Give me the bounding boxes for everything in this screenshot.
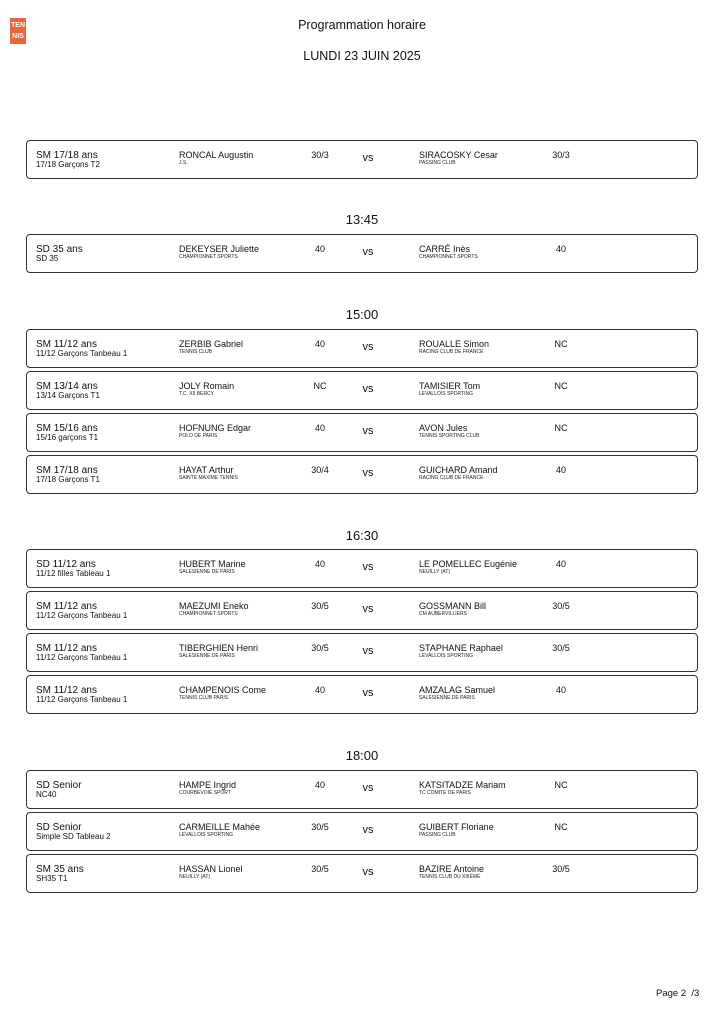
player1-ranking: 40 bbox=[314, 423, 325, 433]
player1-club: POLO DE PARIS bbox=[179, 433, 218, 439]
player2-name: CARRÉ Inès bbox=[419, 244, 471, 254]
match-draw: 15/16 garçons T1 bbox=[36, 433, 99, 442]
player1-ranking: 30/4 bbox=[311, 465, 329, 475]
match-category: SM 35 ans bbox=[36, 864, 84, 875]
player1-name: HAMPE Ingrid bbox=[179, 780, 237, 790]
page-footer bbox=[656, 988, 699, 999]
player2-name: GUICHARD Amand bbox=[419, 465, 498, 475]
player2-club: CM AUBERVILLIERS bbox=[419, 611, 467, 617]
versus-label: vs bbox=[362, 824, 374, 836]
player2-name: LE POMELLEC Eugénie bbox=[419, 559, 518, 569]
player2-name: STAPHANE Raphael bbox=[419, 643, 503, 653]
match-category: SD Senior bbox=[36, 822, 82, 833]
player1-name: RONCAL Augustin bbox=[179, 150, 254, 160]
player2-club: NEUILLY (AT) bbox=[419, 569, 451, 575]
player2-club: PASSING CLUB bbox=[419, 160, 456, 166]
match-card bbox=[26, 854, 698, 893]
versus-label: vs bbox=[362, 467, 374, 479]
player2-name: BAZIRE Antoine bbox=[419, 864, 485, 874]
match-card bbox=[26, 140, 698, 179]
versus-label: vs bbox=[362, 425, 374, 437]
player2-club: TC COMITE DE PARIS bbox=[419, 790, 471, 796]
match-category: SD 11/12 ans bbox=[36, 559, 96, 570]
player2-club: CHAMPIONNET SPORTS bbox=[419, 254, 478, 260]
player2-club: LEVALLOIS SPORTING bbox=[419, 653, 474, 659]
match-category: SM 17/18 ans bbox=[36, 150, 98, 161]
player1-ranking: 40 bbox=[314, 339, 325, 349]
player2-name: ROUALLE Simon bbox=[419, 339, 490, 349]
player1-ranking: 30/5 bbox=[311, 643, 329, 653]
player1-name: JOLY Romain bbox=[179, 381, 235, 391]
match-card bbox=[26, 591, 698, 630]
player1-name: HOFNUNG Edgar bbox=[179, 423, 252, 433]
match-card bbox=[26, 455, 698, 494]
match-draw: 11/12 Garçons Tanbeau 1 bbox=[36, 349, 128, 358]
player1-club: CHAMPIONNET SPORTS bbox=[179, 611, 238, 617]
match-card bbox=[26, 413, 698, 452]
match-draw: SD 35 bbox=[36, 254, 59, 263]
player2-club: PASSING CLUB bbox=[419, 832, 456, 838]
player2-name: GUIBERT Floriane bbox=[419, 822, 494, 832]
page-total: /3 bbox=[691, 988, 700, 999]
player1-club: TENNIS CLUB bbox=[179, 349, 213, 355]
player2-name: GOSSMANN Bill bbox=[419, 601, 487, 611]
player2-ranking: 40 bbox=[555, 244, 566, 254]
player2-ranking: NC bbox=[554, 822, 568, 832]
match-category: SM 15/16 ans bbox=[36, 423, 98, 434]
player1-club: T.C. XII BERCY bbox=[179, 391, 215, 397]
player1-name: MAEZUMI Eneko bbox=[179, 601, 249, 611]
player1-name: HAYAT Arthur bbox=[179, 465, 234, 475]
player2-club: TENNIS SPORTING CLUB bbox=[419, 433, 480, 439]
match-draw: 13/14 Garçons T1 bbox=[36, 391, 100, 400]
player1-ranking: 30/3 bbox=[311, 150, 329, 160]
versus-label: vs bbox=[362, 246, 374, 258]
player2-ranking: NC bbox=[554, 339, 568, 349]
player2-club: RACING CLUB DE FRANCE bbox=[419, 475, 484, 481]
match-card bbox=[26, 770, 698, 809]
time-slot-heading: 16:30 bbox=[345, 528, 379, 543]
versus-label: vs bbox=[362, 645, 374, 657]
logo-text-bottom: NIS bbox=[12, 33, 24, 40]
player2-ranking: 30/3 bbox=[552, 150, 570, 160]
player2-name: TAMISIER Tom bbox=[419, 381, 481, 391]
match-category: SM 13/14 ans bbox=[36, 381, 98, 392]
match-draw: 11/12 filles Tableau 1 bbox=[36, 569, 111, 578]
player1-ranking: NC bbox=[313, 381, 327, 391]
match-draw: 11/12 Garçons Tanbeau 1 bbox=[36, 611, 128, 620]
page-title: Programmation horaire bbox=[298, 18, 426, 32]
time-slot-heading: 18:00 bbox=[345, 748, 379, 763]
player1-club: SALESIENNE DE PARIS bbox=[179, 653, 235, 659]
player2-ranking: 30/5 bbox=[552, 601, 570, 611]
versus-label: vs bbox=[362, 687, 374, 699]
player2-ranking: 30/5 bbox=[552, 643, 570, 653]
player2-club: RACING CLUB DE FRANCE bbox=[419, 349, 484, 355]
versus-label: vs bbox=[362, 603, 374, 615]
match-draw: 11/12 Garçons Tanbeau 1 bbox=[36, 653, 128, 662]
match-draw: 17/18 Garçons T2 bbox=[36, 160, 100, 169]
player1-name: CARMEILLE Mahée bbox=[179, 822, 261, 832]
player2-ranking: 40 bbox=[555, 559, 566, 569]
player1-club: LEVALLOIS SPORTING bbox=[179, 832, 234, 838]
match-draw: Simple SD Tableau 2 bbox=[36, 832, 111, 841]
player2-ranking: NC bbox=[554, 381, 568, 391]
player2-ranking: 40 bbox=[555, 465, 566, 475]
player1-ranking: 40 bbox=[314, 559, 325, 569]
versus-label: vs bbox=[362, 383, 374, 395]
player2-ranking: NC bbox=[554, 780, 568, 790]
match-draw: NC40 bbox=[36, 790, 57, 799]
player1-ranking: 40 bbox=[314, 244, 325, 254]
match-card bbox=[26, 329, 698, 368]
match-category: SM 11/12 ans bbox=[36, 685, 97, 696]
player1-club: TENNIS CLUB PARIS bbox=[179, 695, 229, 701]
match-card bbox=[26, 549, 698, 588]
player1-name: CHAMPENOIS Come bbox=[179, 685, 267, 695]
player2-name: SIRACOSKY Cesar bbox=[419, 150, 498, 160]
match-category: SD 35 ans bbox=[36, 244, 83, 255]
page-date: LUNDI 23 JUIN 2025 bbox=[303, 49, 421, 63]
match-draw: 17/18 Garçons T1 bbox=[36, 475, 100, 484]
player1-club: J.S. bbox=[179, 160, 188, 166]
player1-club: CHAMPIONNET SPORTS bbox=[179, 254, 238, 260]
match-category: SM 17/18 ans bbox=[36, 465, 98, 476]
player2-club: SALESIENNE DE PARIS bbox=[419, 695, 475, 701]
match-card bbox=[26, 812, 698, 851]
player1-club: SAINTE MAXIME TENNIS bbox=[179, 475, 238, 481]
player1-name: ZERBIB Gabriel bbox=[179, 339, 244, 349]
time-slot-heading: 15:00 bbox=[345, 307, 379, 322]
player1-name: DEKEYSER Juliette bbox=[179, 244, 260, 254]
page-number: Page 2 bbox=[656, 988, 687, 999]
versus-label: vs bbox=[362, 561, 374, 573]
match-card bbox=[26, 633, 698, 672]
versus-label: vs bbox=[362, 341, 374, 353]
match-draw: 11/12 Garçons Tanbeau 1 bbox=[36, 695, 128, 704]
player2-club: TENNIS CLUB DU XIIIÈME bbox=[419, 874, 481, 880]
match-card bbox=[26, 234, 698, 273]
player2-ranking: 40 bbox=[555, 685, 566, 695]
player2-club: LEVALLOIS SPORTING bbox=[419, 391, 474, 397]
match-draw: SH35 T1 bbox=[36, 874, 68, 883]
player1-ranking: 40 bbox=[314, 685, 325, 695]
player2-name: AMZALAG Samuel bbox=[419, 685, 496, 695]
player1-name: TIBERGHIEN Henri bbox=[179, 643, 259, 653]
player2-name: KATSITADZE Mariam bbox=[419, 780, 506, 790]
match-card bbox=[26, 371, 698, 410]
match-card bbox=[26, 675, 698, 714]
player1-ranking: 30/5 bbox=[311, 864, 329, 874]
match-category: SD Senior bbox=[36, 780, 82, 791]
time-slot-heading: 13:45 bbox=[345, 212, 379, 227]
match-category: SM 11/12 ans bbox=[36, 339, 97, 350]
player1-club: SALESIENNE DE PARIS bbox=[179, 569, 235, 575]
player1-ranking: 30/5 bbox=[311, 822, 329, 832]
versus-label: vs bbox=[362, 782, 374, 794]
player2-ranking: NC bbox=[554, 423, 568, 433]
player1-club: COURBEVOIE SPORT bbox=[179, 790, 231, 796]
player2-name: AVON Jules bbox=[419, 423, 468, 433]
logo-text-top: TEN bbox=[11, 22, 25, 29]
match-category: SM 11/12 ans bbox=[36, 601, 97, 612]
match-category: SM 11/12 ans bbox=[36, 643, 97, 654]
player1-name: HASSAN Lionel bbox=[179, 864, 243, 874]
player1-club: NEUILLY (AT) bbox=[179, 874, 211, 880]
player2-ranking: 30/5 bbox=[552, 864, 570, 874]
player1-ranking: 30/5 bbox=[311, 601, 329, 611]
player1-ranking: 40 bbox=[314, 780, 325, 790]
versus-label: vs bbox=[362, 866, 374, 878]
player1-name: HUBERT Marine bbox=[179, 559, 246, 569]
versus-label: vs bbox=[362, 152, 374, 164]
